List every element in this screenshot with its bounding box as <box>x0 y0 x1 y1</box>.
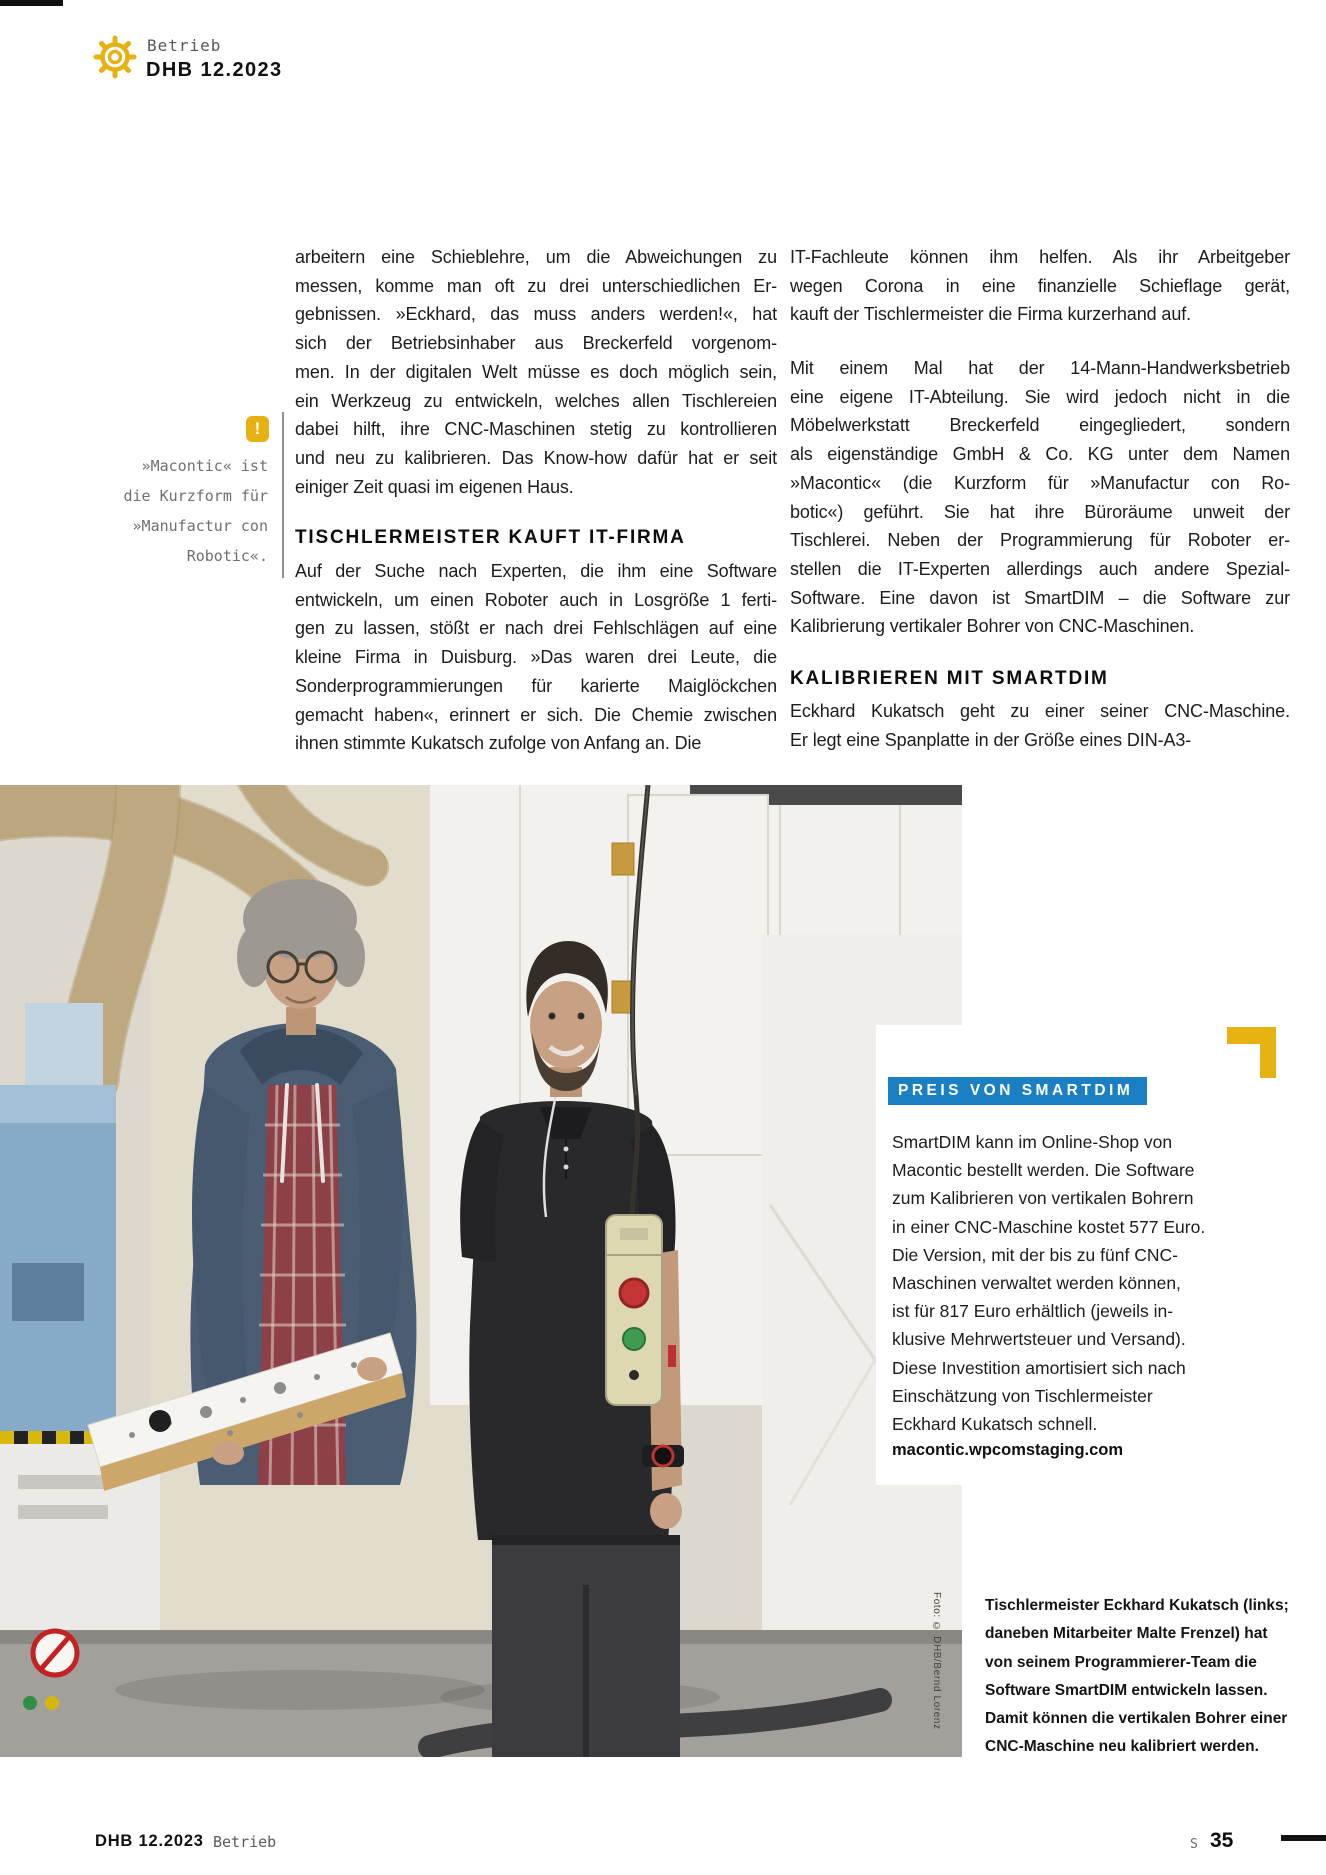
text-line: Software SmartDIM entwickeln lassen. <box>985 1681 1268 1699</box>
infobox-body <box>892 1128 1218 1438</box>
infobox-link[interactable]: macontic.wpcomstaging.com <box>892 1441 1124 1459</box>
text-line: Software. Eine davon ist SmartDIM – die Software zur <box>790 587 1290 608</box>
article-col1-heading: TISCHLERMEISTER KAUFT IT-FIRMA <box>295 527 686 548</box>
text-line: stellen die IT-Experten allerdings auch andere Spezial- <box>790 558 1290 579</box>
text-line: kauft der Tischlermeister die Firma kurzerhand auf. <box>790 304 1192 325</box>
text-line: botic«) geführt. Sie hat ihre Büroräume unweit der <box>790 501 1290 522</box>
text-line: einiger Zeit quasi im eigenen Haus. <box>295 476 574 497</box>
text-line: Er legt eine Spanplatte in der Größe eines DIN-A3- <box>790 729 1192 750</box>
workshop-photo <box>0 785 962 1757</box>
article-col1-para1 <box>295 243 777 501</box>
text-line: Einschätzung von Tischlermeister <box>892 1385 1153 1406</box>
exclamation-icon: ! <box>246 416 269 442</box>
text-line: in einer CNC-Maschine kostet 577 Euro. <box>892 1216 1206 1237</box>
text-line: »Manufactur con <box>132 517 268 535</box>
text-line: IT-Fachleute können ihm helfen. Als ihr Arbeitgeber <box>790 247 1290 267</box>
text-line: Auf der Suche nach Experten, die ihm eine Software <box>295 561 777 581</box>
text-line: Diese Investition amortisiert sich nach <box>892 1357 1186 1378</box>
article-col2-para1 <box>790 243 1290 329</box>
text-line: zum Kalibrieren von vertikalen Bohrern <box>892 1188 1194 1209</box>
red-stop-button <box>620 1279 648 1307</box>
text-line: gebnissen. »Eckhard, das muss anders werden!«, hat <box>295 304 777 325</box>
text-line: Eckhard Kukatsch geht zu einer seiner CNC-Maschine. <box>790 701 1290 721</box>
gear-icon <box>92 34 138 80</box>
text-line: Damit können die vertikalen Bohrer einer <box>985 1710 1288 1728</box>
prohibition-sign <box>33 1631 77 1675</box>
infobox-title: PREIS VON SMARTDIM <box>888 1077 1147 1105</box>
text-line: SmartDIM kann im Online-Shop von <box>892 1132 1173 1152</box>
article-col1-para2 <box>295 557 777 758</box>
text-line: »Macontic« ist <box>141 457 268 475</box>
text-line: Mit einem Mal hat der 14-Mann-Handwerksbetrieb <box>790 358 1290 378</box>
text-line: sich der Betriebsinhaber aus Breckerfeld vorgenom- <box>295 333 777 354</box>
footer-issue: DHB 12.2023 <box>95 1832 204 1850</box>
text-line: entwickeln, um einen Roboter auch in Losgröße 1 ferti- <box>295 589 777 610</box>
text-line: Macontic bestellt werden. Die Software <box>892 1160 1195 1181</box>
margin-note-rule <box>282 412 284 578</box>
text-line: gen zu lassen, stößt er nach drei Fehlschlägen auf eine <box>295 618 777 639</box>
text-line: wegen Corona in eine finanzielle Schieflage gerät, <box>790 275 1290 296</box>
text-line: ist für 817 Euro erhältlich (jeweils in- <box>892 1301 1174 1322</box>
text-line: CNC-Maschine neu kalibriert werden. <box>985 1738 1259 1756</box>
text-line: Tischlerei. Neben der Programmierung für Roboter er- <box>790 530 1290 551</box>
text-line: dabei hilft, ihre CNC-Maschinen stetig zu kontrollieren <box>295 419 777 440</box>
text-line: men. In der digitalen Welt müsse es doch möglich sein, <box>295 361 777 382</box>
footer-page-number: 35 <box>1210 1829 1234 1852</box>
photo-caption <box>985 1592 1320 1762</box>
workshop-photo-svg <box>0 785 962 1757</box>
text-line: von seinem Programmierer-Team die <box>985 1653 1257 1671</box>
text-line: Die Version, mit der bis zu fünf CNC- <box>892 1244 1178 1265</box>
footer-page-label: S <box>1190 1837 1198 1852</box>
text-line: die Kurzform für <box>123 487 268 505</box>
text-line: Robotic«. <box>186 547 268 565</box>
text-line: ihnen stimmte Kukatsch zufolge von Anfang an. Die <box>295 733 702 754</box>
text-line: messen, komme man oft zu drei unterschiedlichen Er- <box>295 275 777 296</box>
section-kicker: Betrieb <box>147 36 222 55</box>
footer-rule <box>1281 1835 1326 1841</box>
hand <box>212 1441 244 1465</box>
green-start-button <box>623 1328 645 1350</box>
text-line: »Macontic« (die Kurzform für »Manufactur con Ro- <box>790 472 1290 493</box>
text-line: Eckhard Kukatsch schnell. <box>892 1414 1098 1435</box>
top-left-rule <box>0 0 63 6</box>
red-tag <box>668 1345 676 1367</box>
text-line: eine eigene IT-Abteilung. Sie wird jedoch nicht in die <box>790 386 1290 407</box>
article-col2-para3 <box>790 697 1290 754</box>
text-line: ein Werkzeug zu entwickeln, welches allen Tischlereien <box>295 390 777 411</box>
text-line: arbeitern eine Schieblehre, um die Abweichungen zu <box>295 247 777 267</box>
article-col2-heading: KALIBRIEREN MIT SMARTDIM <box>790 668 1109 689</box>
margin-note <box>78 451 268 571</box>
article-col2-para2 <box>790 354 1290 641</box>
text-line: und neu zu kalibrieren. Das Know-how dafür hat er seit <box>295 447 777 468</box>
hand <box>357 1357 387 1381</box>
text-line: gemacht haben«, erinnert er sich. Die Chemie zwischen <box>295 704 777 725</box>
text-line: Möbelwerkstatt Breckerfeld eingegliedert, sondern <box>790 415 1290 436</box>
issue-title: DHB 12.2023 <box>146 59 283 81</box>
text-line: kleine Firma in Duisburg. »Das waren drei Leute, die <box>295 647 777 668</box>
board-knob <box>149 1410 171 1432</box>
text-line: Sonderprogrammierungen für karierte Maiglöckchen <box>295 675 777 696</box>
photo-credit: Foto: © DHB/Bernd Lorenz <box>931 1592 942 1730</box>
text-line: Maschinen verwaltet werden können, <box>892 1273 1181 1294</box>
yellow-button <box>45 1696 59 1710</box>
text-line: Kalibrierung vertikaler Bohrer von CNC-Maschinen. <box>790 616 1195 637</box>
text-line: klusive Mehrwertsteuer und Versand). <box>892 1329 1186 1350</box>
hand <box>650 1493 682 1529</box>
corner-bracket-decoration <box>1227 1027 1276 1078</box>
text-line: Tischlermeister Eckhard Kukatsch (links; <box>985 1597 1289 1614</box>
text-line: daneben Mitarbeiter Malte Frenzel) hat <box>985 1625 1268 1643</box>
green-button <box>23 1696 37 1710</box>
footer-section: Betrieb <box>213 1833 277 1851</box>
text-line: als eigenständige GmbH & Co. KG unter dem Namen <box>790 444 1290 465</box>
